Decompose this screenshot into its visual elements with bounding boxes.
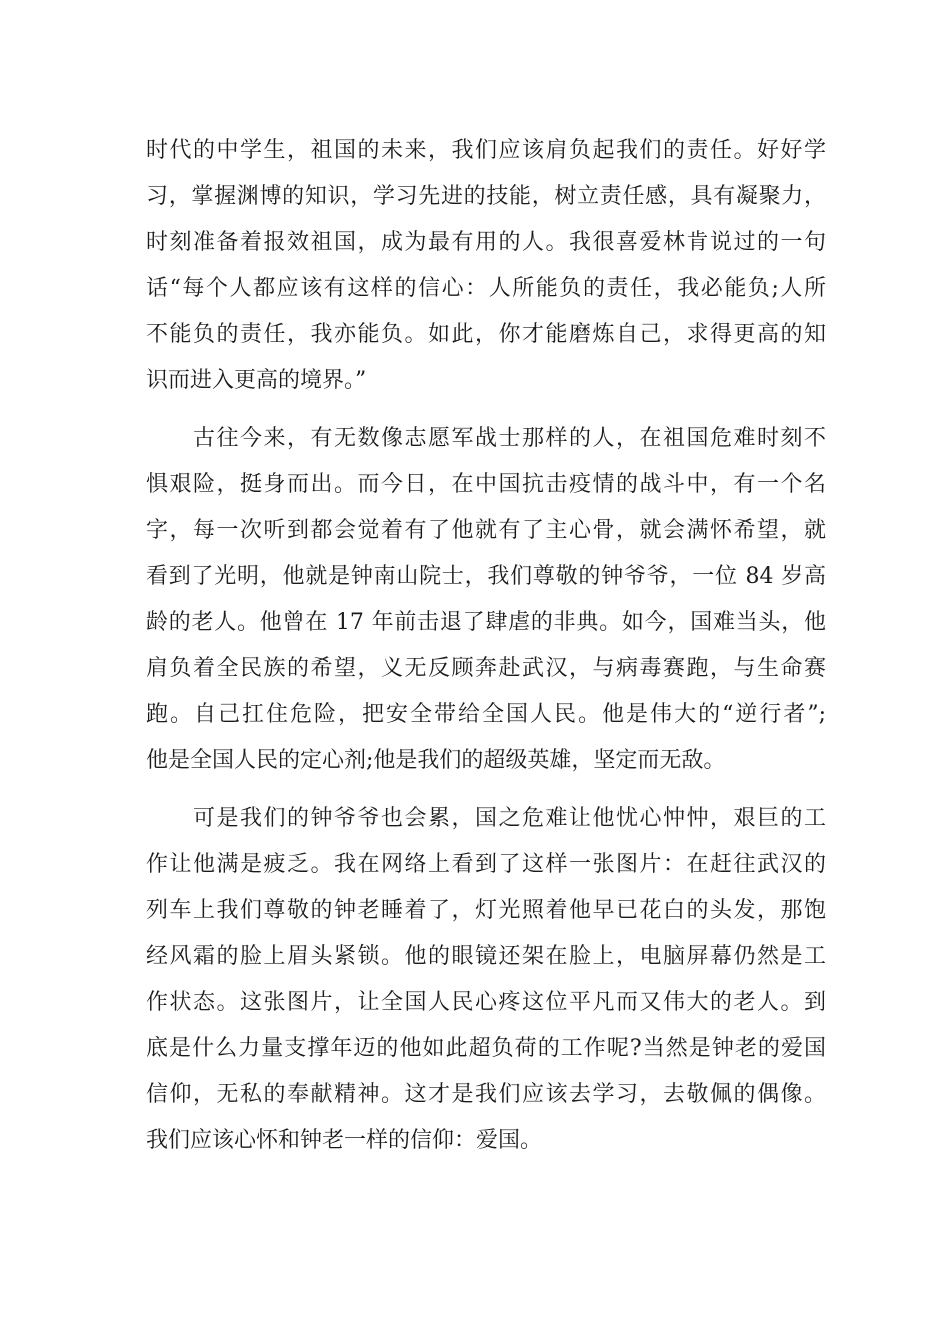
paragraph-spacer bbox=[146, 784, 826, 796]
text-line: 可是我们的钟爷爷也会累，国之危难让他忧心忡忡，艰巨的工 bbox=[146, 806, 826, 831]
paragraph-spacer bbox=[146, 404, 826, 416]
text-line: 信仰，无私的奉献精神。这才是我们应该去学习，去敬佩的偶像。 bbox=[146, 1082, 826, 1107]
paragraph-2 bbox=[146, 416, 826, 784]
paragraph-3 bbox=[146, 796, 826, 1164]
text-line: 龄的老人。他曾在 17 年前击退了肆虐的非典。如今，国难当头，他 bbox=[146, 610, 826, 635]
text-line: 话“每个人都应该有这样的信心：人所能负的责任，我必能负;人所 bbox=[146, 276, 826, 301]
text-line: 底是什么力量支撑年迈的他如此超负荷的工作呢?当然是钟老的爱国 bbox=[146, 1036, 826, 1061]
text-line: 不能负的责任，我亦能负。如此，你才能磨炼自己，求得更高的知 bbox=[146, 322, 826, 347]
text-line: 时代的中学生，祖国的未来，我们应该肩负起我们的责任。好好学 bbox=[146, 138, 826, 163]
text-line: 看到了光明，他就是钟南山院士，我们尊敬的钟爷爷，一位 84 岁高 bbox=[146, 564, 826, 589]
text-line: 作状态。这张图片，让全国人民心疼这位平凡而又伟大的老人。到 bbox=[146, 990, 826, 1015]
text-line: 经风霜的脸上眉头紧锁。他的眼镜还架在脸上，电脑屏幕仍然是工 bbox=[146, 944, 826, 969]
text-line: 跑。自己扛住危险，把安全带给全国人民。他是伟大的“逆行者”; bbox=[146, 702, 826, 727]
text-line: 习，掌握渊博的知识，学习先进的技能，树立责任感，具有凝聚力， bbox=[146, 184, 826, 209]
text-line: 列车上我们尊敬的钟老睡着了，灯光照着他早已花白的头发，那饱 bbox=[146, 898, 826, 923]
text-line: 作让他满是疲乏。我在网络上看到了这样一张图片：在赶往武汉的 bbox=[146, 852, 826, 877]
text-line: 他是全国人民的定心剂;他是我们的超级英雄，坚定而无敌。 bbox=[146, 748, 726, 773]
text-line: 肩负着全民族的希望，义无反顾奔赴武汉，与病毒赛跑，与生命赛 bbox=[146, 656, 826, 681]
text-line: 我们应该心怀和钟老一样的信仰：爱国。 bbox=[146, 1128, 543, 1153]
text-line: 惧艰险，挺身而出。而今日，在中国抗击疫情的战斗中，有一个名 bbox=[146, 472, 826, 497]
text-line: 古往今来，有无数像志愿军战士那样的人，在祖国危难时刻不 bbox=[146, 426, 826, 451]
paragraph-1 bbox=[146, 128, 826, 404]
document-body bbox=[146, 128, 826, 1164]
text-line: 字，每一次听到都会觉着有了他就有了主心骨，就会满怀希望，就 bbox=[146, 518, 826, 543]
text-line: 识而进入更高的境界。” bbox=[146, 368, 367, 393]
text-line: 时刻准备着报效祖国，成为最有用的人。我很喜爱林肯说过的一句 bbox=[146, 230, 826, 255]
